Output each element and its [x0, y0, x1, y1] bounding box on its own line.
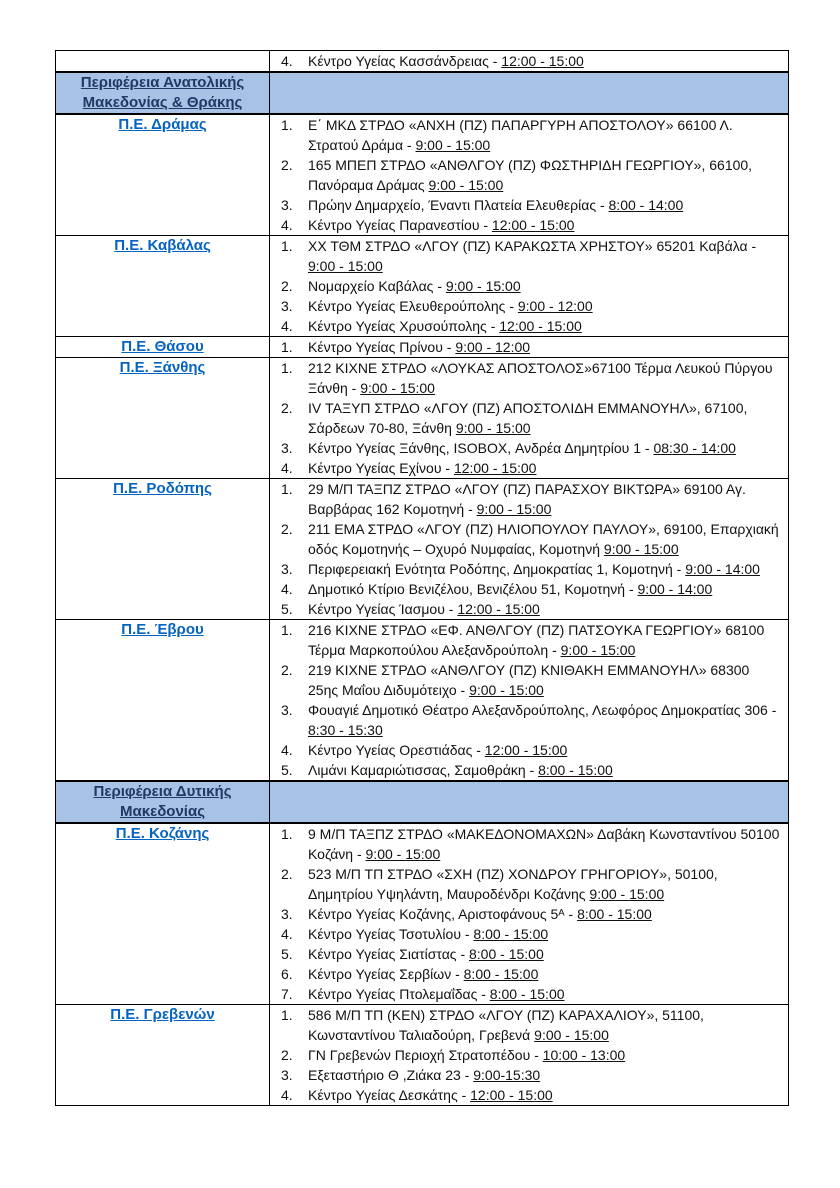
location-item [270, 904, 788, 924]
location-name: Εξεταστήριο Θ ,Ζιάκα 23 - [308, 1067, 474, 1083]
location-name: Περιφερειακή Ενότητα Ροδόπης, Δημοκρατίας 1, Κομοτηνή - [308, 561, 686, 577]
location-hours: 9:00-15:30 [473, 1067, 541, 1083]
location-hours: 9:00 - 15:00 [455, 420, 531, 436]
location-text [308, 458, 788, 478]
location-name: Νομαρχείο Καβάλας - [308, 278, 446, 294]
region-cell [56, 620, 270, 782]
locations-cell [270, 114, 789, 236]
location-name: Κέντρο Υγείας Εχίνου - [308, 460, 454, 476]
item-number: 3. [281, 197, 293, 213]
location-text [308, 1085, 788, 1105]
location-hours: 9:00 - 15:00 [365, 846, 441, 862]
region-link[interactable]: Π.Ε. Θάσου [121, 338, 204, 355]
location-hours: 12:00 - 15:00 [501, 53, 584, 69]
location-text [308, 760, 788, 780]
location-text [308, 358, 788, 398]
location-text [308, 559, 788, 579]
location-hours: 12:00 - 15:00 [499, 318, 582, 334]
item-number: 2. [281, 521, 293, 537]
location-hours: 10:00 - 13:00 [542, 1047, 626, 1063]
table-row [56, 1005, 789, 1106]
item-number: 1. [281, 481, 293, 497]
locations-cell [270, 358, 789, 479]
location-item [270, 660, 788, 700]
item-number: 2. [281, 866, 293, 882]
location-text [308, 620, 788, 660]
location-hours: 8:00 - 15:00 [469, 946, 544, 962]
location-text [308, 984, 788, 1004]
location-hours: 9:00 - 15:00 [589, 886, 665, 902]
location-hours: 9:00 - 15:00 [308, 258, 383, 274]
region-cell [56, 337, 270, 358]
location-item [270, 51, 788, 71]
location-text [308, 700, 788, 740]
location-item [270, 337, 788, 357]
location-text [308, 904, 788, 924]
location-hours: 12:00 - 15:00 [453, 460, 537, 476]
location-name: 523 Μ/Π ΤΠ ΣΤΡΔΟ «ΣΧΗ (ΠΖ) ΧΟΝΔΡΟΥ ΓΡΗΓΟΡΙΟΥ», 50100, Δημητρίου Υψηλάντη, Μαυροδένδρι Κοζάνης [308, 866, 718, 902]
location-text [308, 599, 788, 619]
location-text [308, 195, 788, 215]
location-item [270, 458, 788, 478]
location-name: Κέντρο Υγείας Σερβίων - [308, 966, 464, 982]
item-number: 3. [281, 561, 293, 577]
table-row [56, 337, 789, 358]
location-item [270, 824, 788, 864]
region-cell [56, 358, 270, 479]
locations-cell [270, 823, 789, 1005]
location-item [270, 760, 788, 780]
region-link[interactable]: Π.Ε. Έβρου [121, 621, 204, 638]
location-text [308, 276, 788, 296]
location-item [270, 964, 788, 984]
item-number: 1. [281, 339, 293, 355]
location-name: Κέντρο Υγείας Ίασμου - [308, 601, 458, 617]
location-text [308, 1045, 788, 1065]
table-row [56, 236, 789, 337]
region-link[interactable]: Π.Ε. Κοζάνης [115, 825, 210, 842]
location-item [270, 1045, 788, 1065]
region-link[interactable]: Π.Ε. Δράμας [118, 116, 207, 133]
table-row [56, 620, 789, 782]
location-item [270, 924, 788, 944]
location-hours: 12:00 - 15:00 [470, 1087, 553, 1103]
location-hours: 9:00 - 12:00 [517, 298, 593, 314]
item-number: 4. [281, 926, 293, 942]
location-text [308, 944, 788, 964]
location-item [270, 155, 788, 195]
item-number: 4. [281, 742, 293, 758]
location-text [308, 115, 788, 155]
location-hours: 12:00 - 15:00 [491, 217, 575, 233]
item-number: 4. [281, 53, 293, 69]
location-name: 211 ΕΜΑ ΣΤΡΔΟ «ΛΓΟΥ (ΠΖ) ΗΛΙΟΠΟΥΛΟΥ ΠΑΥΛΟΥ», 69100, Επαρχιακή οδός Κομοτηνής – Οχυρό Νυμφαίας, Κομοτηνή [308, 521, 779, 557]
location-hours: 8:00 - 15:00 [463, 966, 539, 982]
location-text [308, 479, 788, 519]
locations-cell [270, 1005, 789, 1106]
item-number: 4. [281, 1087, 293, 1103]
location-name: Κέντρο Υγείας Πτολεμαΐδας - [308, 986, 490, 1002]
location-item [270, 700, 788, 740]
location-name: Κέντρο Υγείας Ξάνθης, ISOBOX, Ανδρέα Δημητρίου 1 - [308, 440, 654, 456]
location-item [270, 398, 788, 438]
location-name: 216 ΚΙΧΝΕ ΣΤΡΔΟ «ΕΦ. ΑΝΘΛΓΟΥ (ΠΖ) ΠΑΤΣΟΥΚΑ ΓΕΩΡΓΙΟΥ» 68100 Τέρμα Μαρκοπούλου Αλεξανδρούπολη - [308, 622, 765, 658]
location-item [270, 195, 788, 215]
locations-cell [270, 51, 789, 73]
region-header-label: Περιφέρεια Ανατολικής Μακεδονίας & Θράκης [80, 74, 245, 111]
location-name: Πρώην Δημαρχείο, Έναντι Πλατεία Ελευθερίας - [308, 197, 609, 213]
location-name: Δημοτικό Κτίριο Βενιζέλου, Βενιζέλου 51, Κομοτηνή - [308, 581, 638, 597]
location-name: ΧΧ ΤΘΜ ΣΤΡΔΟ «ΛΓΟΥ (ΠΖ) ΚΑΡΑΚΩΣΤΑ ΧΡΗΣΤΟΥ» 65201 Καβάλα - [308, 238, 757, 254]
region-link[interactable]: Π.Ε. Ροδόπης [113, 480, 212, 497]
item-number: 3. [281, 1067, 293, 1083]
location-item [270, 115, 788, 155]
location-hours: 8:00 - 15:00 [473, 926, 549, 942]
item-number: 5. [281, 946, 293, 962]
location-text [308, 215, 788, 235]
locations-cell [270, 781, 789, 823]
location-hours: 9:00 - 14:00 [637, 581, 713, 597]
item-number: 4. [281, 217, 293, 233]
location-item [270, 296, 788, 316]
location-text [308, 51, 788, 71]
item-number: 1. [281, 826, 293, 842]
item-number: 2. [281, 157, 293, 173]
location-item [270, 438, 788, 458]
location-item [270, 620, 788, 660]
locations-cell [270, 236, 789, 337]
location-item [270, 276, 788, 296]
location-item [270, 236, 788, 276]
location-hours: 9:00 - 15:00 [534, 1027, 609, 1043]
location-name: 586 Μ/Π ΤΠ (ΚΕΝ) ΣΤΡΔΟ «ΛΓΟΥ (ΠΖ) ΚΑΡΑΧΑΛΙΟΥ», 51100, Κωνσταντίνου Ταλιαδούρη, Γρεβενά [308, 1007, 704, 1043]
location-hours: 9:00 - 15:00 [603, 541, 679, 557]
location-name: Κέντρο Υγείας Σιατίστας - [308, 946, 469, 962]
table-row [56, 358, 789, 479]
location-text [308, 296, 788, 316]
item-number: 5. [281, 762, 293, 778]
region-cell [56, 781, 270, 823]
item-number: 2. [281, 1047, 293, 1063]
table-row [56, 479, 789, 620]
item-number: 1. [281, 622, 293, 638]
location-name: Κέντρο Υγείας Κοζάνης, Αριστοφάνους 5ᴬ - [308, 906, 578, 922]
location-name: 29 Μ/Π ΤΑΞΠΖ ΣΤΡΔΟ «ΛΓΟΥ (ΠΖ) ΠΑΡΑΣΧΟΥ ΒΙΚΤΩΡΑ» 69100 Αγ. Βαρβάρας 162 Κομοτηνή - [308, 481, 746, 517]
location-hours: 9:00 - 12:00 [455, 339, 531, 355]
item-number: 5. [281, 601, 293, 617]
location-name: 212 ΚΙΧΝΕ ΣΤΡΔΟ «ΛΟΥΚΑΣ ΑΠΟΣΤΟΛΟΣ»67100 Τέρμα Λευκού Πύργου Ξάνθη - [308, 360, 773, 396]
location-text [308, 155, 788, 195]
location-hours: 08:30 - 14:00 [653, 440, 736, 456]
location-name: Κέντρο Υγείας Κασσάνδρειας - [308, 53, 502, 69]
item-number: 2. [281, 662, 293, 678]
locations-cell [270, 72, 789, 114]
location-hours: 9:00 - 14:00 [685, 561, 760, 577]
location-hours: 12:00 - 15:00 [484, 742, 568, 758]
location-name: 219 ΚΙΧΝΕ ΣΤΡΔΟ «ΑΝΘΛΓΟΥ (ΠΖ) ΚΝΙΘΑΚΗ ΕΜΜΑΝΟΥΗΛ» 68300 25ης Μαΐου Διδυμότειχο - [308, 662, 750, 698]
location-hours: 8:00 - 15:00 [538, 762, 613, 778]
location-hours: 9:00 - 15:00 [360, 380, 435, 396]
location-name: Κέντρο Υγείας Ελευθερούπολης - [308, 298, 518, 314]
location-text [308, 864, 788, 904]
location-item [270, 316, 788, 336]
region-cell [56, 479, 270, 620]
location-item [270, 559, 788, 579]
location-text [308, 519, 788, 559]
item-number: 3. [281, 906, 293, 922]
region-header-row [56, 781, 789, 823]
region-cell [56, 51, 270, 73]
region-cell [56, 72, 270, 114]
item-number: 3. [281, 298, 293, 314]
location-name: Κέντρο Υγείας Πρίνου - [308, 339, 456, 355]
item-number: 1. [281, 1007, 293, 1023]
item-number: 6. [281, 966, 293, 982]
locations-cell [270, 620, 789, 782]
location-text [308, 316, 788, 336]
location-item [270, 740, 788, 760]
location-name: Κέντρο Υγείας Ορεστιάδας - [308, 742, 485, 758]
location-name: Κέντρο Υγείας Χρυσούπολης - [308, 318, 500, 334]
location-item [270, 479, 788, 519]
region-link[interactable]: Π.Ε. Γρεβενών [110, 1006, 215, 1023]
schedule-table-body [56, 51, 789, 1106]
item-number: 1. [281, 360, 293, 376]
table-row [56, 823, 789, 1005]
item-number: 4. [281, 581, 293, 597]
location-name: Κέντρο Υγείας Παρανεστίου - [308, 217, 492, 233]
location-text [308, 398, 788, 438]
location-hours: 9:00 - 15:00 [560, 642, 636, 658]
location-hours: 9:00 - 15:00 [476, 501, 552, 517]
item-number: 2. [281, 278, 293, 294]
location-name: Φουαγιέ Δημοτικό Θέατρο Αλεξανδρούπολης, Λεωφόρος Δημοκρατίας 306 - [308, 702, 777, 718]
region-cell [56, 236, 270, 337]
region-header-label: Περιφέρεια Δυτικής Μακεδονίας [93, 783, 232, 820]
location-hours: 8:00 - 15:00 [577, 906, 652, 922]
location-text [308, 579, 788, 599]
location-name: Κέντρο Υγείας Τσοτυλίου - [308, 926, 474, 942]
locations-cell [270, 337, 789, 358]
region-cell [56, 1005, 270, 1106]
location-item [270, 1085, 788, 1105]
region-cell [56, 823, 270, 1005]
location-item [270, 1005, 788, 1045]
item-number: 4. [281, 318, 293, 334]
location-text [308, 236, 788, 276]
location-text [308, 964, 788, 984]
location-name: Κέντρο Υγείας Δεσκάτης - [308, 1087, 471, 1103]
location-item [270, 215, 788, 235]
item-number: 3. [281, 702, 293, 718]
location-item [270, 519, 788, 559]
location-hours: 8:00 - 14:00 [608, 197, 684, 213]
location-hours: 8:30 - 15:30 [308, 722, 383, 738]
location-name: Ε΄ ΜΚΔ ΣΤΡΔΟ «ΑΝΧΗ (ΠΖ) ΠΑΠΑΡΓΥΡΗ ΑΠΟΣΤΟΛΟΥ» 66100 Λ. Στρατού Δράμα - [308, 117, 733, 153]
region-cell [56, 114, 270, 236]
location-item [270, 1065, 788, 1085]
location-item [270, 864, 788, 904]
location-hours: 9:00 - 15:00 [469, 682, 544, 698]
region-link[interactable]: Π.Ε. Καβάλας [114, 237, 211, 254]
item-number: 1. [281, 238, 293, 254]
item-number: 1. [281, 117, 293, 133]
location-item [270, 358, 788, 398]
location-text [308, 438, 788, 458]
location-item [270, 599, 788, 619]
item-number: 3. [281, 440, 293, 456]
location-name: Λιμάνι Καμαριώτισσας, Σαμοθράκη - [308, 762, 539, 778]
region-link[interactable]: Π.Ε. Ξάνθης [119, 359, 206, 376]
location-name: 165 ΜΠΕΠ ΣΤΡΔΟ «ΑΝΘΛΓΟΥ (ΠΖ) ΦΩΣΤΗΡΙΔΗ ΓΕΩΡΓΙΟΥ», 66100, Πανόραμα Δράμας [308, 157, 753, 193]
location-item [270, 579, 788, 599]
location-name: IV ΤΑΞΥΠ ΣΤΡΔΟ «ΛΓΟΥ (ΠΖ) ΑΠΟΣΤΟΛΙΔΗ ΕΜΜΑΝΟΥΗΛ», 67100, Σάρδεων 70-80, Ξάνθη [308, 400, 748, 436]
item-number: 7. [281, 986, 293, 1002]
location-text [308, 660, 788, 700]
item-number: 2. [281, 400, 293, 416]
vaccination-schedule-table [55, 50, 789, 1106]
item-number: 4. [281, 460, 293, 476]
location-hours: 12:00 - 15:00 [457, 601, 540, 617]
location-hours: 9:00 - 15:00 [415, 137, 491, 153]
table-row [56, 51, 789, 73]
region-header-row [56, 72, 789, 114]
location-hours: 8:00 - 15:00 [489, 986, 565, 1002]
locations-cell [270, 479, 789, 620]
location-text [308, 337, 788, 357]
location-text [308, 1065, 788, 1085]
location-item [270, 944, 788, 964]
table-row [56, 114, 789, 236]
location-hours: 9:00 - 15:00 [428, 177, 504, 193]
location-text [308, 924, 788, 944]
location-name: ΓΝ Γρεβενών Περιοχή Στρατοπέδου - [308, 1047, 543, 1063]
location-hours: 9:00 - 15:00 [445, 278, 521, 294]
location-text [308, 1005, 788, 1045]
location-text [308, 824, 788, 864]
location-name: 9 Μ/Π ΤΑΞΠΖ ΣΤΡΔΟ «ΜΑΚΕΔΟΝΟΜΑΧΩΝ» Δαβάκη Κωνσταντίνου 50100 Κοζάνη - [308, 826, 780, 862]
location-item [270, 984, 788, 1004]
location-text [308, 740, 788, 760]
